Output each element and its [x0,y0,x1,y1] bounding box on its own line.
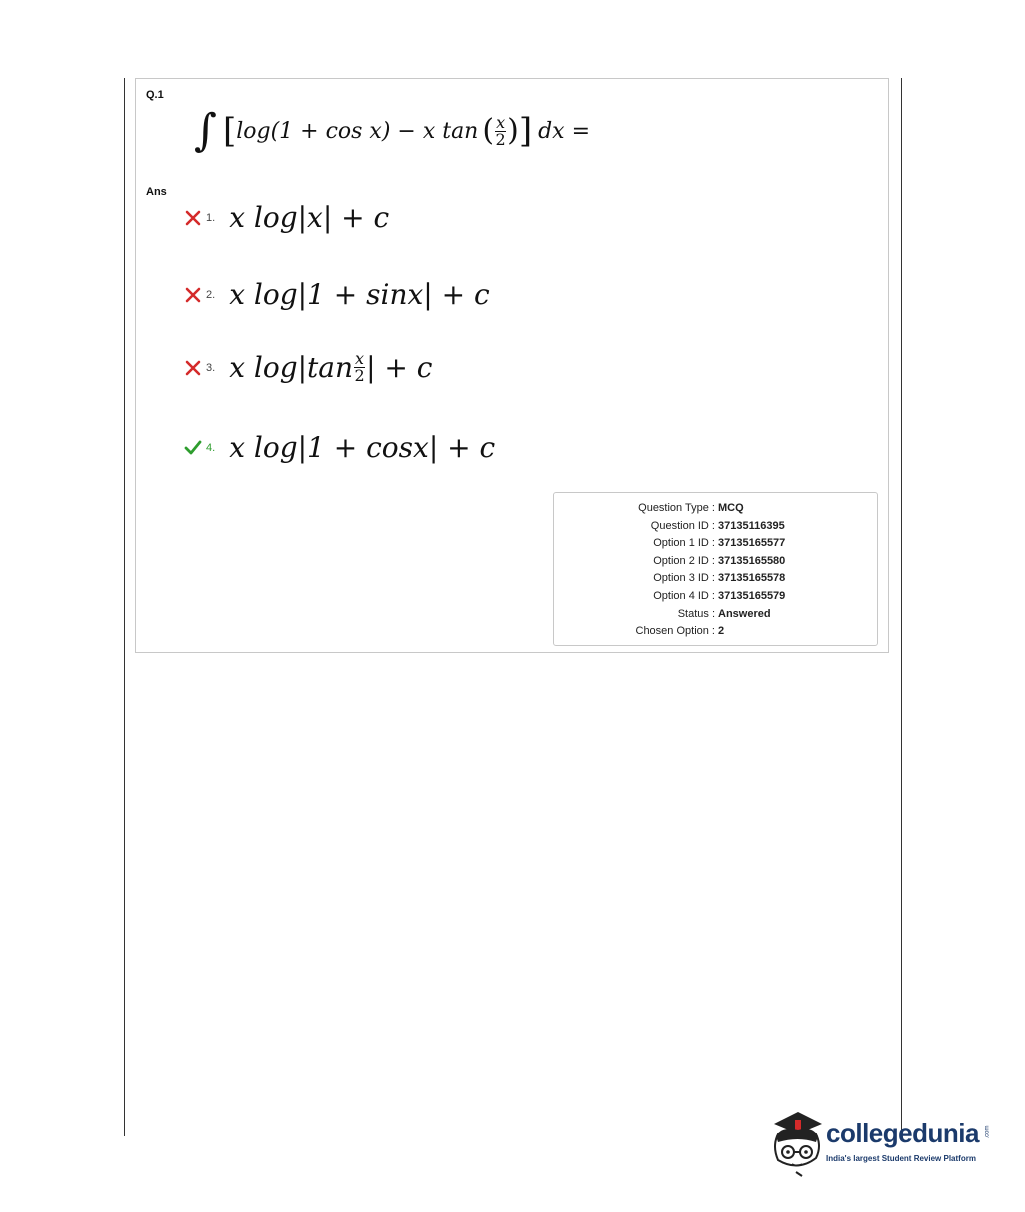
option-number: 4. [206,441,216,454]
fraction-denominator: 2 [495,129,506,149]
option-number: 2. [206,288,216,301]
info-row-option3-id [554,572,877,589]
close-paren: ) [507,113,519,148]
option-text [229,351,432,384]
option-text: x log|1 + cosx| + c [229,431,496,464]
option-number: 3. [206,361,216,374]
info-key: Chosen Option : [635,625,715,637]
expression-tail: dx = [538,118,591,144]
right-margin-line [901,78,902,1136]
info-key: Option 3 ID : [653,572,715,584]
answer-label: Ans [146,186,167,198]
info-value: 37135165577 [718,537,786,549]
info-key: Option 2 ID : [653,555,715,567]
collegedunia-logo [768,1106,998,1178]
info-row-chosen-option [554,625,877,642]
info-value: 2 [718,625,725,637]
info-row-option2-id [554,555,877,572]
integral-sign: ∫ [194,105,217,156]
question-info-panel [553,492,878,646]
left-margin-line [124,78,125,1136]
info-value: MCQ [718,502,744,514]
info-row-option4-id [554,590,877,607]
option-text: x log|x| + c [229,201,390,234]
info-key: Question Type : [638,502,715,514]
info-value: 37135165578 [718,572,786,584]
expression-fraction [495,112,506,149]
option-fraction [354,351,365,384]
fraction-numerator: x [355,349,365,368]
fraction-denominator: 2 [354,366,365,385]
open-paren: ( [482,113,495,148]
logo-tagline: India's largest Student Review Platform [826,1154,976,1163]
question-card [135,78,889,653]
info-key: Option 4 ID : [653,590,715,602]
info-key: Option 1 ID : [653,537,715,549]
option-3 [184,351,432,384]
info-row-question-type [554,502,877,519]
info-key: Status : [677,608,715,620]
question-expression [194,105,591,156]
option-text-post: | + c [366,351,433,384]
logo-name: collegedunia [826,1118,979,1148]
logo-suffix: .com [984,1125,991,1139]
option-2 [184,278,490,311]
question-number: Q.1 [146,89,164,101]
option-number: 1. [206,211,216,224]
info-key: Question ID : [650,520,715,532]
option-text-pre: x log|tan [229,351,354,384]
info-row-question-id [554,520,877,537]
option-text: x log|1 + sinx| + c [229,278,490,311]
info-value: 37135165579 [718,590,786,602]
graduate-mascot-icon [768,1106,826,1178]
info-row-status [554,608,877,625]
info-value: Answered [718,608,771,620]
info-value: 37135165580 [718,555,786,567]
option-1 [184,201,389,234]
info-value: 37135116395 [718,520,785,532]
cross-icon [184,359,202,377]
fraction-numerator: x [496,112,506,132]
close-bracket: ] [518,111,533,151]
open-bracket: [ [222,111,237,151]
info-row-option1-id [554,537,877,554]
option-4 [184,431,495,464]
cross-icon [184,286,202,304]
expression-part1: log(1 + cos x) − x tan [236,118,479,144]
checkmark-icon [184,439,202,457]
cross-icon [184,209,202,227]
